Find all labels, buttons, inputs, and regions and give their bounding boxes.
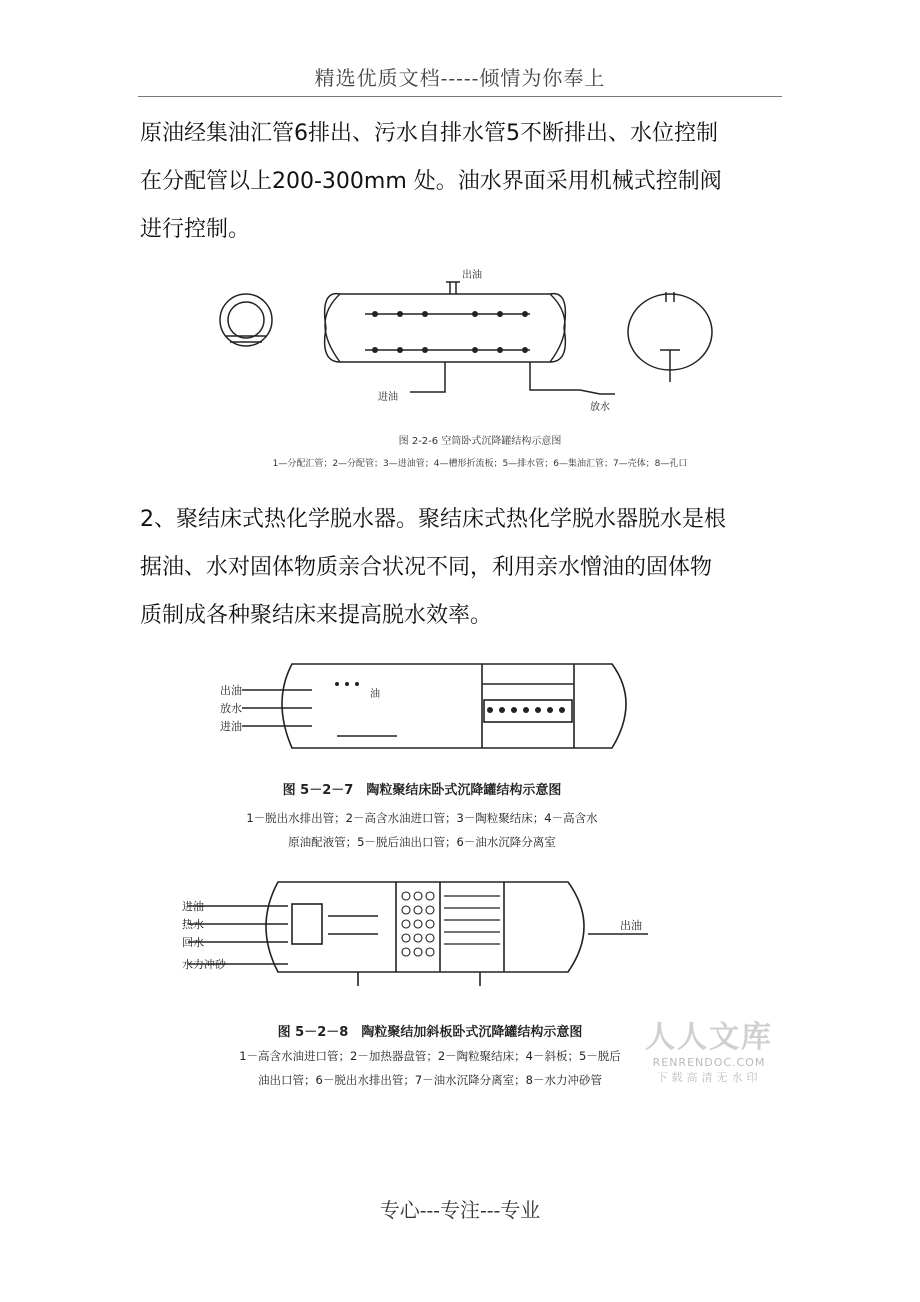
figure-2-diagram bbox=[212, 652, 652, 858]
figure-1-in-oil-label: 进油 bbox=[378, 392, 398, 403]
paragraph-1-line-1: 原油经集油汇管6排出、污水自排水管5不断排出、水位控制 bbox=[140, 121, 718, 146]
figure-3-legend-line-1: 1－高含水油进口管；2－加热器盘管；2－陶粒聚结床；4－斜板；5－脱后 bbox=[239, 1049, 621, 1063]
paragraph-1-line-3: 进行控制。 bbox=[140, 217, 251, 242]
figure-3-legend-line-2: 油出口管；6－脱出水排出管；7－油水沉降分离室；8－水力冲砂管 bbox=[258, 1073, 602, 1087]
figure-1-horizontal-settling-tank bbox=[200, 262, 760, 484]
paragraph-2 bbox=[140, 496, 790, 640]
figure-2-caption: 图 5－2－7 陶粒聚结床卧式沉降罐结构示意图 bbox=[282, 783, 562, 798]
figure-2-legend-line-1: 1－脱出水排出管；2－高含水油进口管；3－陶粒聚结床；4－高含水 bbox=[246, 811, 598, 825]
figure-2-out-oil-label: 出油 bbox=[220, 684, 242, 697]
figure-1-legend: 1—分配汇管；2—分配管；3—进油管；4—槽形折流板；5—排水管；6—集油汇管；7—壳体；8—孔口 bbox=[272, 459, 688, 469]
watermark-subtitle: 下载高清无水印 bbox=[656, 1071, 762, 1084]
watermark bbox=[644, 1012, 774, 1085]
figure-2-legend-line-2: 原油配液管；5－脱后油出口管；6－油水沉降分离室 bbox=[288, 835, 556, 849]
paragraph-2-line-3: 质制成各种聚结床来提高脱水效率。 bbox=[140, 603, 493, 628]
figure-3-hot-water-label: 热水 bbox=[182, 918, 204, 931]
figure-3-ceramsite-inclined-plate-tank bbox=[178, 856, 658, 1100]
page-header: 精选优质文档-----倾情为你奉上 bbox=[314, 66, 606, 90]
figure-1-drain-label: 放水 bbox=[590, 402, 610, 413]
figure-3-in-oil-label: 进油 bbox=[182, 900, 204, 913]
figure-1-out-oil-label: 出油 bbox=[462, 270, 482, 281]
figure-3-sand-flush-label: 水力冲砂 bbox=[182, 958, 226, 971]
figure-2-oil-label: 油 bbox=[370, 689, 380, 700]
paragraph-1-line-2: 在分配管以上200-300mm 处。油水界面采用机械式控制阀 bbox=[140, 169, 722, 194]
paragraph-2-line-2: 据油、水对固体物质亲合状况不同，利用亲水憎油的固体物 bbox=[140, 555, 713, 580]
figure-1-diagram bbox=[200, 262, 760, 480]
figure-3-caption: 图 5－2－8 陶粒聚结加斜板卧式沉降罐结构示意图 bbox=[277, 1025, 583, 1040]
watermark-title: 人人文库 bbox=[645, 1020, 773, 1055]
figure-1-caption: 图 2-2-6 空筒卧式沉降罐结构示意图 bbox=[398, 436, 562, 447]
header-divider bbox=[138, 96, 782, 97]
paragraph-2-line-1: 2、聚结床式热化学脱水器。聚结床式热化学脱水器脱水是根 bbox=[140, 507, 726, 532]
page-footer: 专心---专注---专业 bbox=[379, 1198, 541, 1222]
figure-2-ceramsite-tank bbox=[212, 652, 652, 862]
figure-2-drain-label: 放水 bbox=[220, 702, 242, 715]
figure-3-return-water-label: 回水 bbox=[182, 936, 204, 949]
figure-3-out-oil-label: 出油 bbox=[620, 919, 642, 932]
watermark-url: RENRENDOC.COM bbox=[652, 1056, 766, 1069]
figure-3-diagram bbox=[178, 856, 658, 1096]
figure-2-in-oil-label: 进油 bbox=[220, 720, 242, 733]
paragraph-1 bbox=[140, 110, 790, 254]
